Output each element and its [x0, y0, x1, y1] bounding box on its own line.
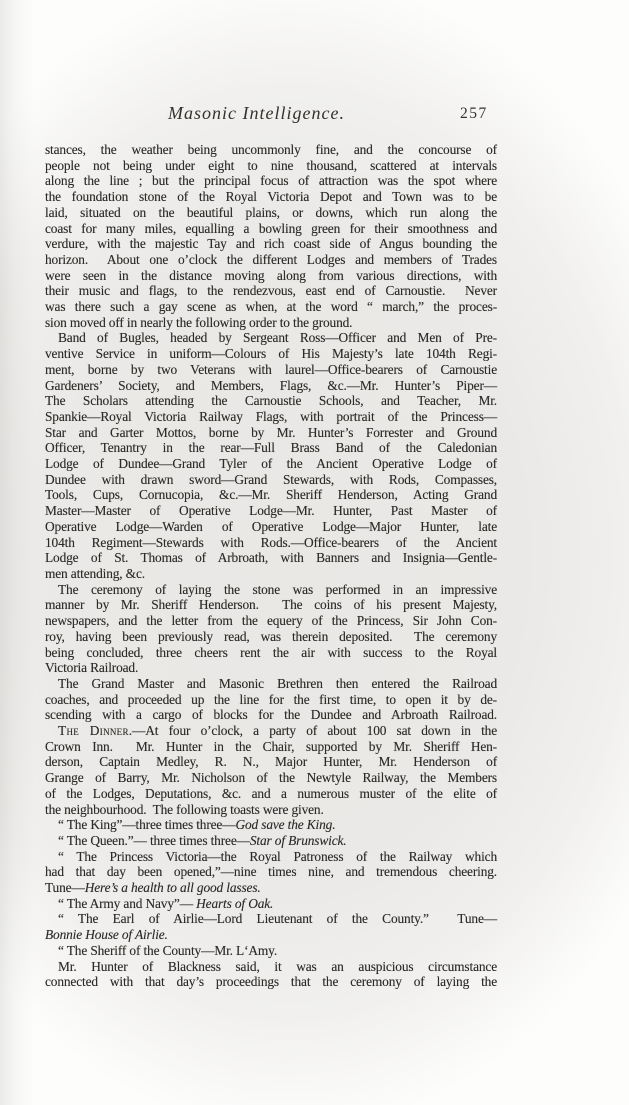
text-segment: The Scholars attending the Carnoustie Schools, and Teacher, Mr. [45, 393, 497, 409]
text-segment: Star and Garter Mottos, borne by Mr. Hunter’s Forrester and Ground [45, 424, 497, 440]
text-segment: scending with a cargo of blocks for the Dundee and Arbroath Railroad. [45, 707, 497, 723]
text-segment: sion moved off in nearly the following order to the ground. [45, 314, 353, 330]
text-segment: Band of Bugles, headed by Sergeant Ross—Officer and Men of Pre- [58, 330, 497, 346]
text-line [45, 802, 497, 818]
text-segment: Tools, Cups, Cornucopia, &c.—Mr. Sheriff Henderson, Acting Grand [45, 487, 497, 503]
text-segment: laid, situated on the beautiful plains, or downs, which run along the [45, 204, 497, 220]
text-line [45, 974, 497, 990]
text-line [45, 566, 497, 582]
page-body [45, 142, 497, 990]
text-line [45, 911, 497, 927]
text-segment: Mr. Hunter of Blackness said, it was an auspicious circumstance [58, 958, 497, 974]
text-line [45, 833, 497, 849]
text-line [45, 550, 497, 566]
text-line [45, 645, 497, 661]
text-line [45, 613, 497, 629]
text-line [45, 393, 497, 409]
text-line [45, 221, 497, 237]
italic-segment: Star of Brunswick. [249, 832, 347, 848]
text-line [45, 770, 497, 786]
italic-segment: Here’s a health to all good lasses. [84, 880, 261, 896]
text-segment: Crown Inn. Mr. Hunter in the Chair, supported by Mr. Sheriff Hen- [45, 738, 497, 754]
text-segment: was there such a gay scene as when, at the word “ march,” the proces- [45, 299, 497, 315]
text-line [45, 425, 497, 441]
text-segment: roy, having been previously read, was therein deposited. The ceremony [45, 628, 497, 644]
text-segment: Lodge of Dundee—Grand Tyler of the Ancient Operative Lodge of [45, 456, 497, 472]
text-line [45, 896, 497, 912]
text-segment: Officer, Tenantry in the rear—Full Brass Band of the Caledonian [45, 440, 497, 456]
text-line [45, 943, 497, 959]
text-line [45, 597, 497, 613]
text-line [45, 739, 497, 755]
text-segment: “ The King”—three times three— [58, 817, 236, 833]
text-segment: Tune— [45, 880, 85, 896]
text-segment: had that day been opened,”—nine times nine, and tremendous cheering. [45, 864, 497, 880]
text-segment: Lodge of St. Thomas of Arbroath, with Banners and Insignia—Gentle- [45, 550, 497, 566]
text-segment: Master—Master of Operative Lodge—Mr. Hunter, Past Master of [45, 503, 497, 519]
text-segment: the neighbourhood. The following toasts were given. [45, 801, 324, 817]
text-line [45, 268, 497, 284]
text-line [45, 362, 497, 378]
text-segment: ventive Service in uniform—Colours of His Majesty’s late 104th Regi- [45, 346, 497, 362]
text-segment: manner by Mr. Sheriff Henderson. The coins of his present Majesty, [45, 597, 497, 613]
text-line [45, 723, 497, 739]
text-line [45, 817, 497, 833]
text-segment: Gardeners’ Society, and Members, Flags, &c.—Mr. Hunter’s Piper— [45, 377, 497, 393]
text-segment: “ The Sheriff of the County—Mr. L‘Amy. [58, 942, 278, 958]
text-line [45, 864, 497, 880]
text-line [45, 487, 497, 503]
text-line [45, 519, 497, 535]
text-segment: coast for many miles, equalling a bowling green for their smoothness and [45, 220, 497, 236]
text-segment: were seen in the distance moving along from various directions, with [45, 267, 497, 283]
text-segment: verdure, with the majestic Tay and rich coast side of Angus bounding the [45, 236, 497, 252]
text-line [45, 959, 497, 975]
text-segment: .—At four o’clock, a party of about 100 sat down in the [128, 723, 497, 739]
text-line [45, 707, 497, 723]
text-segment: The ceremony of laying the stone was performed in an impressive [58, 581, 497, 597]
text-line [45, 158, 497, 174]
text-segment: the foundation stone of the Royal Victoria Depot and Town was to be [45, 189, 497, 205]
text-line [45, 440, 497, 456]
text-segment: “ The Earl of Airlie—Lord Lieutenant of the County.” Tune— [58, 911, 497, 927]
text-segment: “ The Army and Navy”— [58, 895, 197, 911]
text-segment: Grange of Barry, Mr. Nicholson of the Newtyle Railway, the Members [45, 770, 497, 786]
smallcaps-segment: The Dinner [58, 723, 129, 739]
text-segment: 104th Regiment—Stewards with Rods.—Office-bearers of the Ancient [45, 534, 497, 550]
text-line [45, 456, 497, 472]
text-line [45, 142, 497, 158]
text-segment: connected with that day’s proceedings that the ceremony of laying the [45, 974, 497, 990]
text-segment: ment, borne by two Veterans with laurel—Office-bearers of Carnoustie [45, 361, 497, 377]
text-segment: people not being under eight to nine thousand, scattered at intervals [45, 157, 497, 173]
text-segment: derson, Captain Medley, R. N., Major Hunter, Mr. Henderson of [45, 754, 497, 770]
text-line [45, 378, 497, 394]
text-line [45, 676, 497, 692]
text-line [45, 535, 497, 551]
text-line [45, 299, 497, 315]
text-line [45, 786, 497, 802]
text-line [45, 330, 497, 346]
text-segment: The Grand Master and Masonic Brethren then entered the Railroad [58, 675, 497, 691]
text-line [45, 173, 497, 189]
text-line [45, 582, 497, 598]
text-line [45, 283, 497, 299]
text-segment: along the line ; but the principal focus of attraction was the spot where [45, 173, 497, 189]
text-segment: stances, the weather being uncommonly fine, and the concourse of [45, 142, 497, 157]
text-line [45, 236, 497, 252]
page-number: 257 [460, 105, 488, 122]
italic-segment: Bonnie House of Airlie. [45, 927, 168, 943]
text-segment: Dundee with drawn sword—Grand Stewards, with Rods, Compasses, [45, 471, 497, 487]
italic-segment: God save the King. [235, 817, 336, 833]
text-line [45, 692, 497, 708]
text-segment: being concluded, three cheers rent the air with success to the Royal [45, 644, 497, 660]
text-segment: of the Lodges, Deputations, &c. and a numerous muster of the elite of [45, 785, 497, 801]
page-title: Masonic Intelligence. [168, 103, 345, 123]
text-line [45, 346, 497, 362]
text-line [45, 660, 497, 676]
text-segment: Operative Lodge—Warden of Operative Lodge—Major Hunter, late [45, 518, 497, 534]
text-line [45, 472, 497, 488]
text-segment: their music and flags, to the rendezvous, east end of Carnoustie. Never [45, 283, 497, 299]
text-line [45, 880, 497, 896]
text-line [45, 754, 497, 770]
text-segment: men attending, &c. [45, 565, 145, 581]
text-line [45, 849, 497, 865]
text-line [45, 409, 497, 425]
text-segment: “ The Queen.”— three times three— [58, 832, 250, 848]
text-segment: horizon. About one o’clock the different Lodges and members of Trades [45, 251, 497, 267]
text-segment: newspapers, and the letter from the equery of the Princess, Sir John Con- [45, 613, 497, 629]
text-line [45, 503, 497, 519]
text-segment: Spankie—Royal Victoria Railway Flags, with portrait of the Princess— [45, 408, 497, 424]
text-line [45, 205, 497, 221]
text-line [45, 927, 497, 943]
text-line [45, 315, 497, 331]
text-segment: coaches, and proceeded up the line for the first time, to open it by de- [45, 691, 497, 707]
text-segment: Victoria Railroad. [45, 660, 139, 676]
italic-segment: Hearts of Oak. [196, 895, 274, 911]
text-line [45, 189, 497, 205]
text-line [45, 252, 497, 268]
text-segment: “ The Princess Victoria—the Royal Patroness of the Railway which [58, 848, 497, 864]
text-line [45, 629, 497, 645]
